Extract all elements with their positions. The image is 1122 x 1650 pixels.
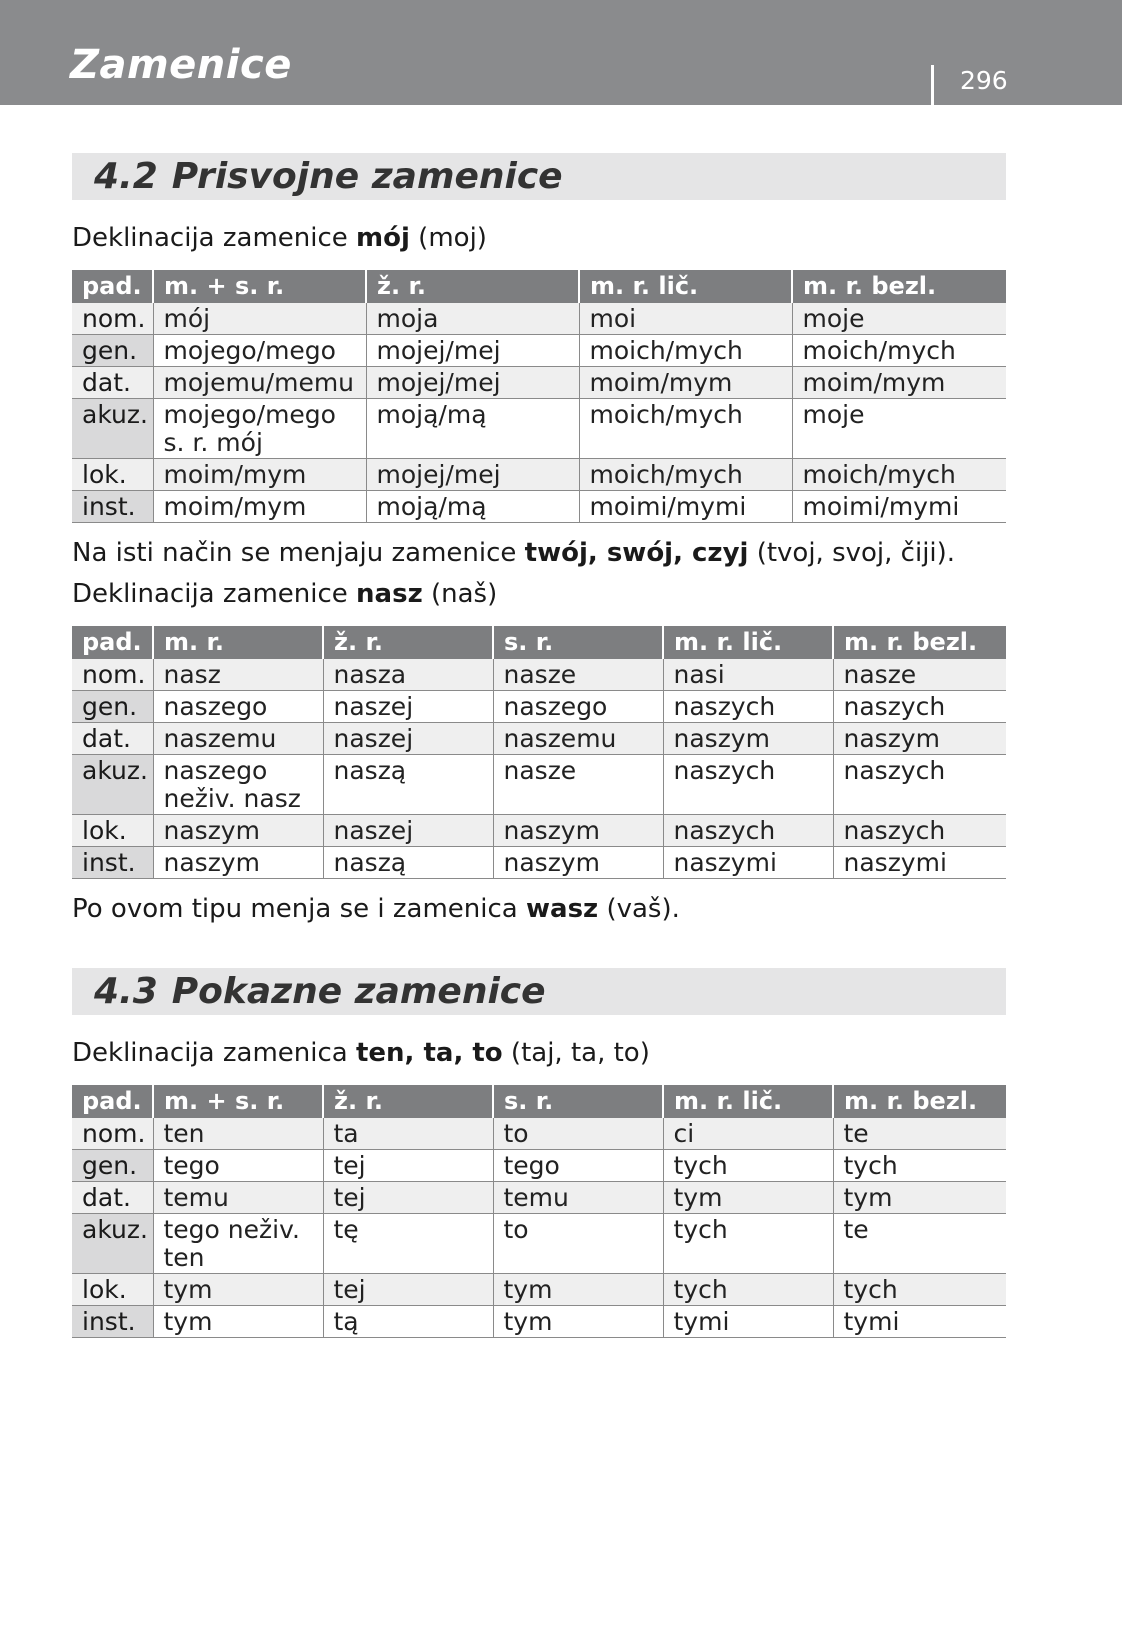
column-header: pad. <box>72 270 153 303</box>
case-label: lok. <box>72 815 153 847</box>
table-cell: naszym <box>663 723 833 755</box>
table-cell: naszym <box>153 847 323 879</box>
section-gap <box>72 930 1006 968</box>
intro-ten-bold: ten, ta, to <box>355 1038 503 1068</box>
table-cell: moje <box>792 303 1006 335</box>
table-cell: moich/mych <box>579 335 792 367</box>
section-heading-4-2 <box>72 153 1006 200</box>
table-cell: mojemu/memu <box>153 367 366 399</box>
table-row <box>72 1274 1006 1306</box>
case-label: akuz. <box>72 1214 153 1274</box>
table-cell: ta <box>323 1118 493 1150</box>
case-label: akuz. <box>72 399 153 459</box>
column-header: ž. r. <box>323 626 493 659</box>
table-row <box>72 723 1006 755</box>
table-cell: nasza <box>323 659 493 691</box>
note2-suffix: (vaš). <box>598 894 680 924</box>
table-cell: tego <box>493 1150 663 1182</box>
column-header: m. r. lič. <box>663 626 833 659</box>
column-header: m. r. bezl. <box>833 626 1006 659</box>
case-label: gen. <box>72 335 153 367</box>
table-cell: moja <box>366 303 579 335</box>
section-heading-4-3 <box>72 968 1006 1015</box>
section-title <box>94 971 546 1012</box>
table-cell: tej <box>323 1182 493 1214</box>
intro-nasz <box>72 574 1006 615</box>
table-cell: tym <box>663 1182 833 1214</box>
intro-moj-prefix: Deklinacija zamenice <box>72 223 357 253</box>
table-cell: moich/mych <box>792 459 1006 491</box>
column-header: m. r. lič. <box>663 1085 833 1118</box>
case-label: inst. <box>72 1306 153 1338</box>
case-label: dat. <box>72 367 153 399</box>
case-label: dat. <box>72 1182 153 1214</box>
table-cell: tym <box>153 1274 323 1306</box>
section-number: 4.2 <box>94 156 158 197</box>
table-cell: naszym <box>493 847 663 879</box>
table-header-row <box>72 270 1006 303</box>
column-header: s. r. <box>493 1085 663 1118</box>
table-cell: naszych <box>833 755 1006 815</box>
table-cell: tym <box>493 1274 663 1306</box>
table-cell: naszej <box>323 815 493 847</box>
table-row <box>72 1306 1006 1338</box>
table-row <box>72 755 1006 815</box>
section-title-text: Pokazne zamenice <box>171 971 546 1012</box>
note2-bold: wasz <box>526 894 599 924</box>
note1-suffix: (tvoj, svoj, čiji). <box>748 538 956 568</box>
table-header-row <box>72 1085 1006 1118</box>
table-row <box>72 1118 1006 1150</box>
table-cell: temu <box>153 1182 323 1214</box>
note1-bold: twój, swój, czyj <box>524 538 749 568</box>
case-label: dat. <box>72 723 153 755</box>
section-number: 4.3 <box>94 971 158 1012</box>
column-header: m. r. lič. <box>579 270 792 303</box>
case-label: nom. <box>72 303 153 335</box>
table-cell: mojego/mego <box>153 335 366 367</box>
table-cell: tych <box>663 1214 833 1274</box>
column-header: ž. r. <box>323 1085 493 1118</box>
case-label: inst. <box>72 491 153 523</box>
table-cell: tych <box>663 1274 833 1306</box>
table-row <box>72 459 1006 491</box>
table-cell: ten <box>153 1118 323 1150</box>
intro-nasz-prefix: Deklinacija zamenice <box>72 579 357 609</box>
table-cell: nasze <box>493 659 663 691</box>
table-cell: tę <box>323 1214 493 1274</box>
intro-ten-suffix: (taj, ta, to) <box>502 1038 650 1068</box>
table-cell: naszego neživ. nasz <box>153 755 323 815</box>
table-cell: tych <box>833 1150 1006 1182</box>
table-row <box>72 815 1006 847</box>
table-cell: tymi <box>663 1306 833 1338</box>
table-cell: tego neživ. ten <box>153 1214 323 1274</box>
table-cell: moich/mych <box>579 399 792 459</box>
case-label: gen. <box>72 1150 153 1182</box>
table-row <box>72 303 1006 335</box>
section-title <box>94 156 563 197</box>
chapter-title: Zamenice <box>70 42 292 88</box>
table-cell: naszą <box>323 847 493 879</box>
table-cell: naszymi <box>833 847 1006 879</box>
table-cell: to <box>493 1214 663 1274</box>
table-cell: nasze <box>833 659 1006 691</box>
table-cell: naszym <box>833 723 1006 755</box>
table-cell: moich/mych <box>792 335 1006 367</box>
table-cell: tą <box>323 1306 493 1338</box>
table-cell: moim/mym <box>579 367 792 399</box>
column-header: m. r. <box>153 626 323 659</box>
column-header: m. + s. r. <box>153 270 366 303</box>
table-cell: tym <box>833 1182 1006 1214</box>
table-cell: mojej/mej <box>366 335 579 367</box>
table-cell: naszą <box>323 755 493 815</box>
table-cell: moją/mą <box>366 491 579 523</box>
table-cell: naszego <box>153 691 323 723</box>
intro-moj-suffix: (moj) <box>409 223 487 253</box>
intro-nasz-bold: nasz <box>356 579 423 609</box>
table-row <box>72 847 1006 879</box>
table-cell: naszych <box>663 815 833 847</box>
table-row <box>72 691 1006 723</box>
column-header: s. r. <box>493 626 663 659</box>
table-cell: tymi <box>833 1306 1006 1338</box>
table-cell: nasze <box>493 755 663 815</box>
intro-nasz-suffix: (naš) <box>422 579 498 609</box>
case-label: nom. <box>72 659 153 691</box>
column-header: pad. <box>72 1085 153 1118</box>
intro-moj <box>72 218 1006 259</box>
table-cell: moi <box>579 303 792 335</box>
table-cell: naszej <box>323 691 493 723</box>
case-label: nom. <box>72 1118 153 1150</box>
declension-table-nasz <box>72 626 1006 879</box>
table-cell: moim/mym <box>153 459 366 491</box>
table-cell: tego <box>153 1150 323 1182</box>
table-cell: moimi/mymi <box>792 491 1006 523</box>
table-cell: naszego <box>493 691 663 723</box>
table-cell: ci <box>663 1118 833 1150</box>
table-cell: mojego/mego s. r. mój <box>153 399 366 459</box>
note-wasz <box>72 889 1006 930</box>
table-cell: nasz <box>153 659 323 691</box>
table-cell: moim/mym <box>792 367 1006 399</box>
case-label: gen. <box>72 691 153 723</box>
table-cell: naszemu <box>153 723 323 755</box>
page-header <box>0 0 1122 105</box>
table-cell: te <box>833 1118 1006 1150</box>
table-row <box>72 659 1006 691</box>
table-cell: mojej/mej <box>366 367 579 399</box>
table-cell: naszych <box>833 691 1006 723</box>
table-cell: tym <box>493 1306 663 1338</box>
intro-ten-prefix: Deklinacija zamenica <box>72 1038 356 1068</box>
case-label: lok. <box>72 1274 153 1306</box>
table-cell: moim/mym <box>153 491 366 523</box>
note-twoj-swoj-czyj <box>72 533 1006 574</box>
table-cell: naszych <box>663 755 833 815</box>
table-cell: mój <box>153 303 366 335</box>
table-cell: tym <box>153 1306 323 1338</box>
declension-table-moj <box>72 270 1006 523</box>
page-content <box>72 153 1006 1348</box>
page-number: 296 <box>960 66 1008 95</box>
table-row <box>72 491 1006 523</box>
note2-prefix: Po ovom tipu menja se i zamenica <box>72 894 526 924</box>
table-cell: moje <box>792 399 1006 459</box>
case-label: akuz. <box>72 755 153 815</box>
table-cell: moją/mą <box>366 399 579 459</box>
note1-prefix: Na isti način se menjaju zamenice <box>72 538 525 568</box>
intro-moj-bold: mój <box>356 223 410 253</box>
section-title-text: Prisvojne zamenice <box>171 156 563 197</box>
column-header: ž. r. <box>366 270 579 303</box>
table-header-row <box>72 626 1006 659</box>
table-row <box>72 367 1006 399</box>
table-cell: tych <box>663 1150 833 1182</box>
table-cell: moich/mych <box>579 459 792 491</box>
table-cell: naszym <box>153 815 323 847</box>
table-row <box>72 399 1006 459</box>
table-cell: naszym <box>493 815 663 847</box>
table-row <box>72 335 1006 367</box>
case-label: inst. <box>72 847 153 879</box>
table-row <box>72 1182 1006 1214</box>
table-cell: naszej <box>323 723 493 755</box>
table-cell: naszemu <box>493 723 663 755</box>
table-row <box>72 1150 1006 1182</box>
table-cell: tych <box>833 1274 1006 1306</box>
declension-table-ten <box>72 1085 1006 1338</box>
table-cell: naszymi <box>663 847 833 879</box>
table-cell: moimi/mymi <box>579 491 792 523</box>
table-cell: nasi <box>663 659 833 691</box>
table-cell: mojej/mej <box>366 459 579 491</box>
table-cell: to <box>493 1118 663 1150</box>
column-header: m. r. bezl. <box>833 1085 1006 1118</box>
column-header: m. + s. r. <box>153 1085 323 1118</box>
column-header: m. r. bezl. <box>792 270 1006 303</box>
intro-ten-ta-to <box>72 1033 1006 1074</box>
column-header: pad. <box>72 626 153 659</box>
table-row <box>72 1214 1006 1274</box>
case-label: lok. <box>72 459 153 491</box>
header-divider <box>931 65 934 105</box>
table-cell: te <box>833 1214 1006 1274</box>
table-cell: tej <box>323 1150 493 1182</box>
table-cell: naszych <box>833 815 1006 847</box>
table-cell: naszych <box>663 691 833 723</box>
table-cell: temu <box>493 1182 663 1214</box>
table-cell: tej <box>323 1274 493 1306</box>
